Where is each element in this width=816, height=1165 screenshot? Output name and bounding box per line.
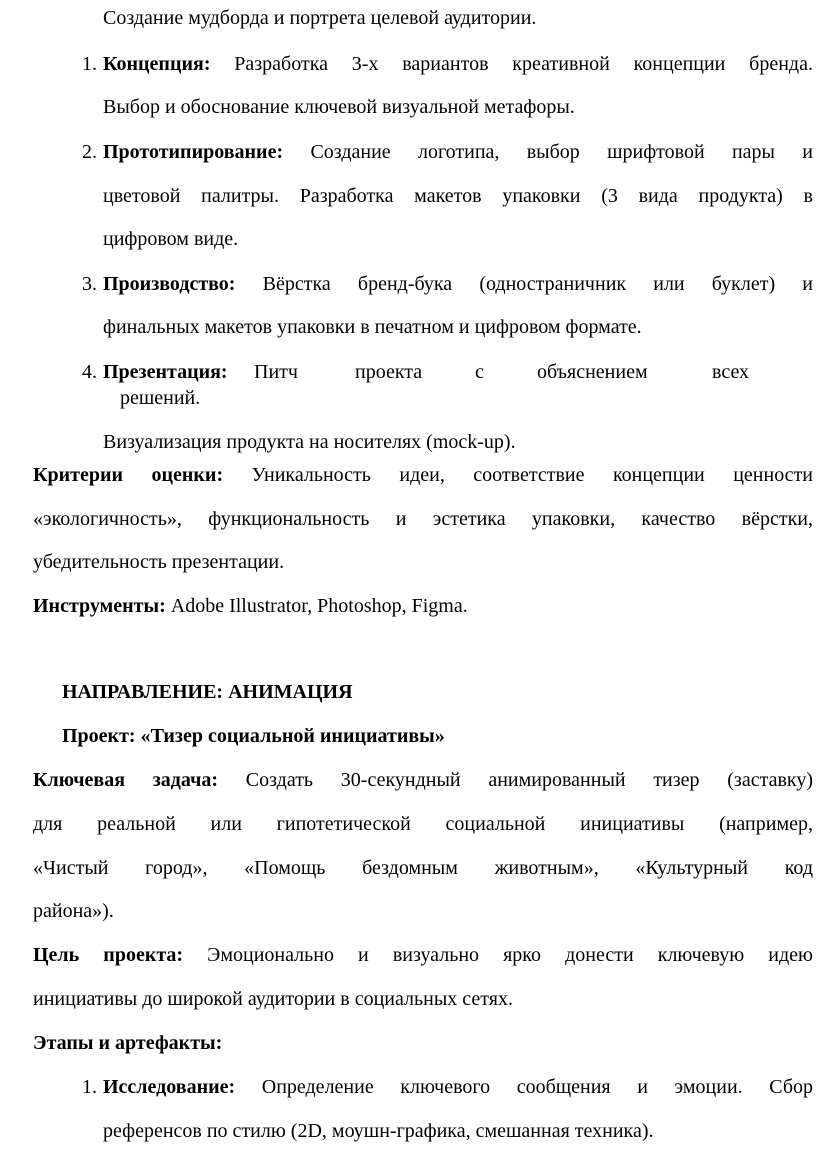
branding-step-2-text: Создание логотипа, выбор шрифтовой пары и xyxy=(310,141,813,163)
branding-step-2-line-2: цветовой палитры. Разработка макетов упаковки (3 вида продукта) в xyxy=(103,185,813,207)
key-task-label: Ключевая задача: xyxy=(33,769,219,791)
animation-step-1-line-1 xyxy=(103,1075,813,1099)
direction-heading: НАПРАВЛЕНИЕ: АНИМАЦИЯ xyxy=(62,681,353,703)
animation-step-1-number: 1. xyxy=(82,1076,97,1098)
branding-step-4-word-1: Питч xyxy=(254,361,298,383)
intro-line: Создание мудборда и портрета целевой аудитории. xyxy=(103,7,537,29)
goal-text-1: Эмоционально и визуально ярко донести ключевую идею xyxy=(207,944,814,966)
branding-step-1-line-1 xyxy=(103,52,813,76)
branding-step-1-number: 1. xyxy=(82,53,97,75)
criteria-label: Критерии оценки: xyxy=(33,464,224,486)
animation-step-1-title: Исследование: xyxy=(103,1076,236,1098)
branding-step-4-line-2: решений. xyxy=(120,387,201,409)
tools-line xyxy=(33,594,468,618)
key-task-text-1: Создать 30-секундный анимированный тизер (заставку) xyxy=(245,769,813,791)
branding-step-3-line-1 xyxy=(103,272,813,296)
branding-step-4-word-5: всех xyxy=(712,361,750,383)
branding-step-4-word-3: с xyxy=(475,361,484,383)
animation-step-1-line-2: референсов по стилю (2D, моушн-графика, смешанная техника). xyxy=(103,1120,654,1142)
criteria-text-1: Уникальность идеи, соответствие концепции ценности xyxy=(251,464,814,486)
branding-step-3-text: Вёрстка бренд-бука (одностраничник или буклет) и xyxy=(262,273,814,295)
branding-step-4-line-3: Визуализация продукта на носителях (mock-up). xyxy=(103,431,516,453)
branding-step-1-line-2: Выбор и обоснование ключевой визуальной метафоры. xyxy=(103,96,575,118)
stages-heading: Этапы и артефакты: xyxy=(33,1032,223,1054)
goal-line-1 xyxy=(33,943,813,967)
key-task-line-2: для реальной или гипотетической социальной инициативы (например, xyxy=(33,813,813,835)
branding-step-2-number: 2. xyxy=(82,141,97,163)
goal-line-2: инициативы до широкой аудитории в социальных сетях. xyxy=(33,988,513,1010)
key-task-line-1 xyxy=(33,768,813,792)
criteria-line-1 xyxy=(33,463,813,487)
branding-step-1-text: Разработка 3-х вариантов креативной концепции бренда. xyxy=(234,53,813,75)
tools-text: Adobe Illustrator, Photoshop, Figma. xyxy=(170,595,468,617)
key-task-line-4: района»). xyxy=(33,900,114,922)
branding-step-1-title: Концепция: xyxy=(103,53,211,75)
branding-step-3-title: Производство: xyxy=(103,273,236,295)
branding-step-4-number: 4. xyxy=(82,361,97,383)
criteria-line-2: «экологичность», функциональность и эстетика упаковки, качество вёрстки, xyxy=(33,508,813,530)
animation-step-1-text: Определение ключевого сообщения и эмоции. Сбор xyxy=(261,1076,814,1098)
project-heading: Проект: «Тизер социальной инициативы» xyxy=(62,725,445,747)
branding-step-2-line-1 xyxy=(103,140,813,164)
branding-step-3-line-2: финальных макетов упаковки в печатном и цифровом формате. xyxy=(103,316,642,338)
key-task-line-3: «Чистый город», «Помощь бездомным животным», «Культурный код xyxy=(33,857,813,879)
goal-label: Цель проекта: xyxy=(33,944,184,966)
criteria-line-3: убедительность презентации. xyxy=(33,551,285,573)
tools-label: Инструменты: xyxy=(33,595,166,617)
branding-step-4-word-4: объяснением xyxy=(537,361,648,383)
branding-step-2-line-3: цифровом виде. xyxy=(103,228,239,250)
branding-step-4-word-2: проекта xyxy=(355,361,423,383)
branding-step-4-title: Презентация: xyxy=(103,361,228,383)
branding-step-2-title: Прототипирование: xyxy=(103,141,284,163)
branding-step-3-number: 3. xyxy=(82,273,97,295)
